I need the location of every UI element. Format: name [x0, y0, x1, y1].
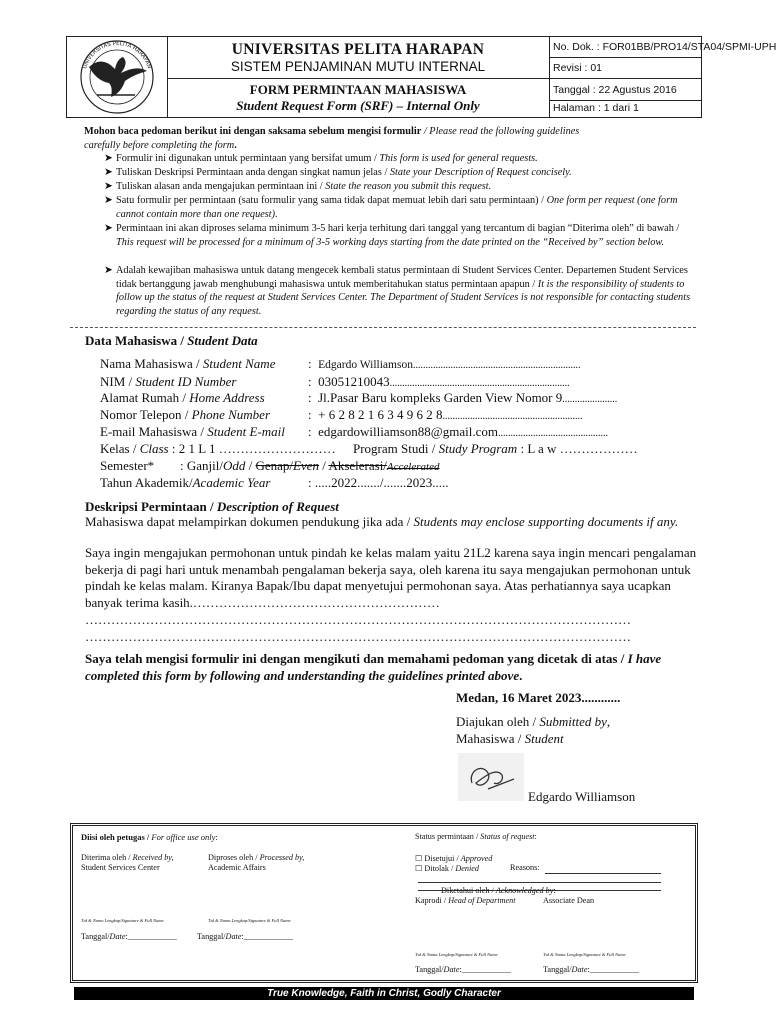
reasons-label: Reasons: [510, 863, 540, 872]
signer-name: Edgardo Williamson [528, 789, 636, 804]
processed-signature-caption: Ttd & Nama Lengkap/Signature & Full Name [208, 918, 291, 923]
student-role-label: Mahasiswa / Student [456, 731, 564, 746]
semester-odd-option[interactable]: Ganjil/Odd [186, 458, 246, 473]
guideline-item: ➤ Adalah kewajiban mahasiswa untuk datang mengecek kembali status permintaan di Student Services Center. Departemen Student Services tidak bertanggung jawab menghubungi mahasiswa untuk memberitahukan status permintaan apapun / It is the responsibility of students to follow up the status of the request at Student Services Center. The Department of Student Services is not responsible for contacting students regarding the status of any request. [104, 265, 691, 317]
field-student-id: NIM / Student ID Number [100, 374, 237, 389]
description-blank-line[interactable]: ……………………………………………………………………………………………………………… [85, 629, 631, 644]
received-date-field[interactable]: Tanggal/Date:____________ [81, 932, 177, 941]
system-name: SISTEM PENJAMINAN MUTU INTERNAL [230, 59, 486, 74]
description-body[interactable]: Saya ingin mengajukan permohonan untuk pindah ke kelas malam yaitu 21L2 karena saya ingin mencari pengalaman bekerja di pagi hari untuk menambah pengalaman bekerja saya, oleh karena itu saya mengajukan permohonan untuk pindah ke kelas malam. Kiranya Bapak/Ibu dapat menyetujui permohonan saya. Atas perhatiannya saya ucapkan banyak terima kasih.………………………………………………… [85, 545, 697, 611]
guideline-item: ➤ Tuliskan alasan anda mengajukan permintaan ini / State the reason you submit this request. [104, 181, 492, 192]
document-header [66, 36, 776, 118]
arrow-bullet-icon: ➤ [104, 195, 113, 206]
received-signature-caption: Ttd & Nama Lengkap/Signature & Full Name [81, 918, 164, 923]
description-blank-line[interactable]: ……………………………………………………………………………………………………………… [85, 612, 631, 627]
study-program-value[interactable]: : L a w ……………… [517, 441, 638, 456]
arrow-bullet-icon: ➤ [104, 223, 113, 234]
student-id-value[interactable]: : 03051210043........................................................................ [308, 374, 570, 389]
guidelines-intro: Mohon baca pedoman berikut ini dengan saksama sebelum mengisi formulir / Please read the following guidelines carefully before completing the form. [84, 126, 580, 151]
field-study-program: Program Studi / Study Program : L a w ……………… [353, 441, 638, 456]
svg-text:UNIVERSITAS PELITA HARAPAN: UNIVERSITAS PELITA HARAPAN [82, 40, 152, 70]
received-by-label: Diterima oleh / Received by, [81, 853, 174, 862]
head-signature-caption: Ttd & Nama Lengkap/Signature & Full Name [415, 952, 498, 957]
field-student-name: Nama Mahasiswa / Student Name [100, 356, 276, 371]
description-heading: Deskripsi Permintaan / Description of Request [85, 499, 339, 514]
form-title: FORM PERMINTAAN MAHASISWA [249, 82, 467, 97]
received-by-unit: Student Services Center [81, 863, 160, 872]
processed-date-field[interactable]: Tanggal/Date:____________ [197, 932, 293, 941]
doc-number: No. Dok. : FOR01BB/PRO14/STA04/SPMI-UPH [550, 37, 701, 58]
denied-checkbox[interactable]: ☐ Ditolak / Denied [415, 864, 479, 873]
home-address-value[interactable]: : Jl.Pasar Baru kompleks Garden View Nomor 9...................... [308, 390, 618, 405]
guideline-item: ➤ Tuliskan Deskripsi Permintaan anda dengan singkat namun jelas / State your Description of Request concisely. [104, 167, 572, 178]
doc-revision: Revisi : 01 [550, 58, 701, 79]
semester-accelerated-option[interactable]: Akselerasi/Accelerated [328, 458, 440, 473]
submitted-by-label: Diajukan oleh / Submitted by, [456, 714, 611, 729]
guideline-item: ➤ Satu formulir per permintaan (satu formulir yang sama tidak dapat memuat lebih dari satu permintaan) / One form per request (one form cannot contain more than one request). [104, 195, 678, 220]
dean-date-field[interactable]: Tanggal/Date:____________ [543, 965, 639, 974]
declaration-statement: Saya telah mengisi formulir ini dengan mengikuti dan memahami pedoman yang dicetak di atas / I have completed this form by following and understanding the guidelines printed above. [85, 651, 662, 683]
form-subtitle: Student Request Form (SRF) – Internal Only [236, 98, 480, 113]
arrow-bullet-icon: ➤ [104, 181, 113, 192]
doc-date: Tanggal : 22 Agustus 2016 [550, 79, 701, 101]
field-home-address: Alamat Rumah / Home Address [100, 390, 265, 405]
doc-info-cell [550, 37, 776, 117]
status-label: Status permintaan / Status of request: [415, 832, 537, 841]
guideline-item: ➤ Permintaan ini akan diproses selama minimum 3-5 hari kerja terhitung dari tanggal yang tercantum di bagian “Diterima oleh” di bawah / This request will be processed for a minimum of 3-5 working days starting from the date printed on the “Received by” section below. [104, 223, 680, 248]
class-value[interactable]: : 2 1 L 1 ……………………… [171, 441, 336, 456]
header-title-cell [167, 37, 550, 117]
associate-dean-label: Associate Dean [543, 896, 595, 905]
dean-signature-caption: Ttd & Nama Lengkap/Signature & Full Name [543, 952, 626, 957]
processed-by-label: Diproses oleh / Processed by, [208, 853, 305, 862]
logo-cell [67, 37, 168, 117]
arrow-bullet-icon: ➤ [104, 265, 113, 276]
university-logo-icon [67, 37, 167, 117]
office-fill-label: Diisi oleh petugas / For office use only: [81, 832, 218, 842]
field-class: Kelas / Class : 2 1 L 1 ……………………… [100, 441, 336, 456]
signature-image [458, 753, 524, 801]
field-academic-year: Tahun Akademik/Academic Year [100, 475, 271, 490]
field-student-email: E-mail Mahasiswa / Student E-mail [100, 424, 285, 439]
field-semester: Semester* [100, 458, 155, 473]
student-data-heading: Data Mahasiswa / Student Data [85, 333, 258, 348]
semester-options[interactable]: : Ganjil/Odd / Genap/Even / Akselerasi/Accelerated [180, 458, 440, 473]
semester-even-option[interactable]: Genap/Even [255, 458, 320, 473]
academic-year-value[interactable]: : .....2022......./.......2023..... [308, 475, 449, 490]
guideline-item: ➤ Formulir ini digunakan untuk permintaan yang bersifat umum / This form is used for general requests. [104, 153, 538, 164]
description-note: Mahasiswa dapat melampirkan dokumen pendukung jika ada / Students may enclose supporting documents if any. [85, 514, 679, 529]
arrow-bullet-icon: ➤ [104, 167, 113, 178]
doc-page: Halaman : 1 dari 1 [553, 102, 639, 114]
processed-by-unit: Academic Affairs [208, 863, 266, 872]
student-name-value[interactable]: : Edgardo Williamson................................................................... [308, 356, 581, 371]
student-email-value[interactable]: : edgardowilliamson88@gmail.com............................................ [308, 424, 608, 439]
arrow-bullet-icon: ➤ [104, 153, 113, 164]
footer-motto: True Knowledge, Faith in Christ, Godly Character [74, 987, 694, 1000]
head-date-field[interactable]: Tanggal/Date:____________ [415, 965, 511, 974]
approved-checkbox[interactable]: ☐ Disetujui / Approved [415, 854, 493, 863]
section-divider [70, 327, 696, 328]
place-date[interactable]: Medan, 16 Maret 2023............ [456, 690, 621, 705]
phone-number-value[interactable]: : + 6 2 8 2 1 6 3 4 9 6 2 8........................................................ [308, 407, 583, 422]
office-use-box [70, 823, 698, 983]
acknowledged-by-label: Diketahui oleh / Acknowledged by: [441, 886, 556, 895]
field-phone-number: Nomor Telepon / Phone Number [100, 407, 271, 422]
head-of-department-label: Kaprodi / Head of Department [415, 896, 516, 905]
university-name: UNIVERSITAS PELITA HARAPAN [231, 41, 485, 58]
